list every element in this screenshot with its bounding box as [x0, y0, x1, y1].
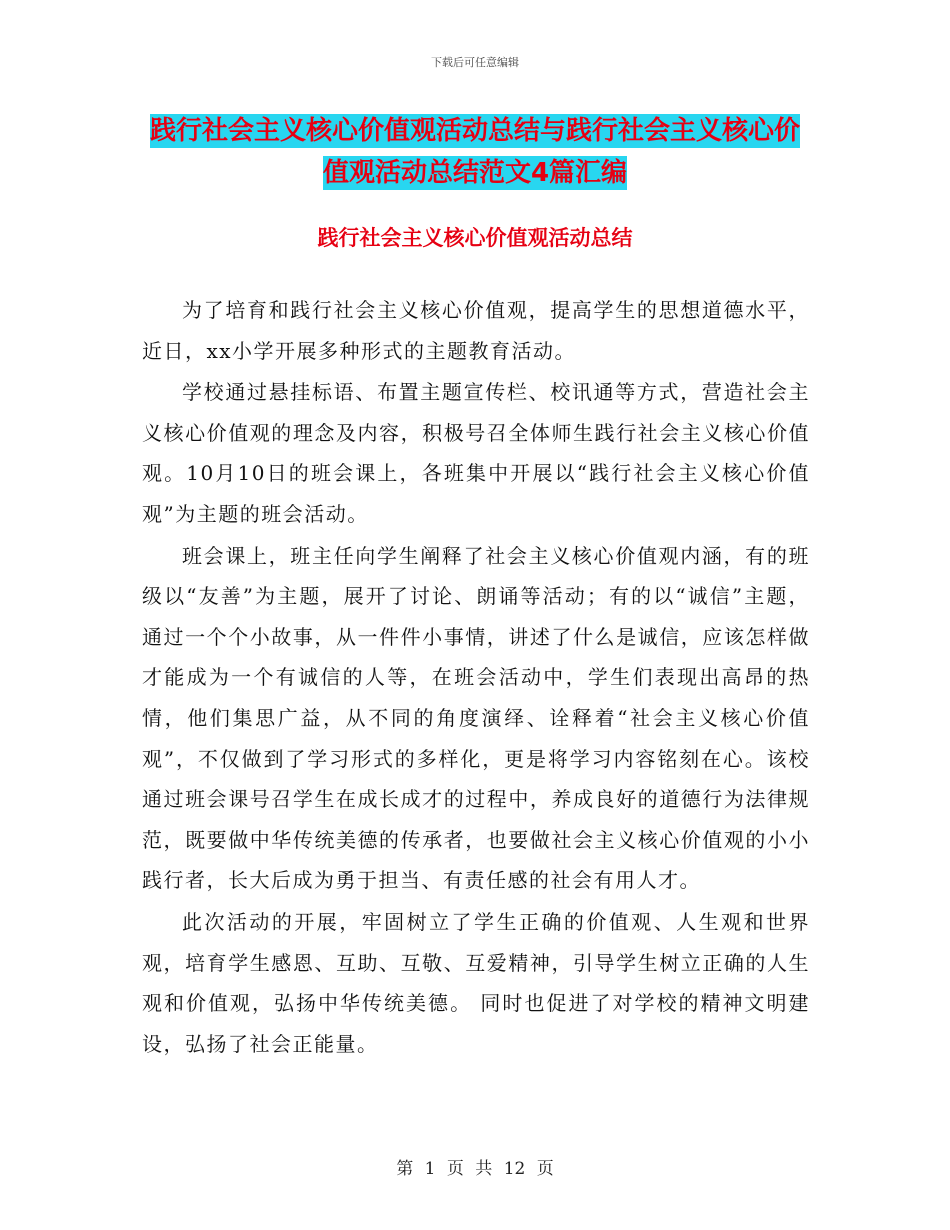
- paragraph-3: 班会课上，班主任向学生阐释了社会主义核心价值观内涵，有的班级以“友善”为主题，展开了讨论、朗诵等活动；有的以“诚信”主题，通过一个个小故事，从一件件小事情，讲述了什么是诚信，应该怎样做才能成为一个有诚信的人等，在班会活动中，学生们表现出高昂的热情，他们集思广益，从不同的角度演绎、诠释着“社会主义核心价值观”，不仅做到了学习形式的多样化，更是将学习内容铭刻在心。该校通过班会课号召学生在成长成才的过程中，养成良好的道德行为法律规范，既要做中华传统美德的传承者，也要做社会主义核心价值观的小小践行者，长大后成为勇于担当、有责任感的社会有用人才。: [142, 543, 810, 893]
- document-title: [140, 110, 810, 194]
- paragraph-2: 学校通过悬挂标语、布置主题宣传栏、校讯通等方式，营造社会主义核心价值观的理念及内容，积极号召全体师生践行社会主义核心价值观。10月10日的班会课上，各班集中开展以“践行社会主义核心价值观”为主题的班会活动。: [142, 380, 810, 526]
- body-text: [142, 290, 810, 1065]
- section-title: 践行社会主义核心价值观活动总结: [317, 226, 633, 250]
- paragraph-1: 为了培育和践行社会主义核心价值观，提高学生的思想道德水平，近日，xx小学开展多种形式的主题教育活动。: [142, 298, 810, 363]
- document-title-text: 践行社会主义核心价值观活动总结与践行社会主义核心价值观活动总结范文4篇汇编: [149, 116, 800, 188]
- header-note: 下载后可任意编辑: [431, 56, 519, 69]
- page-number-footer: 第 1 页 共 12 页: [396, 1159, 554, 1179]
- paragraph-4: 此次活动的开展，牢固树立了学生正确的价值观、人生观和世界观，培育学生感恩、互助、互敬、互爱精神，引导学生树立正确的人生观和价值观，弘扬中华传统美德。 同时也促进了对学校的精神文明建设，弘扬了社会正能量。: [142, 909, 810, 1056]
